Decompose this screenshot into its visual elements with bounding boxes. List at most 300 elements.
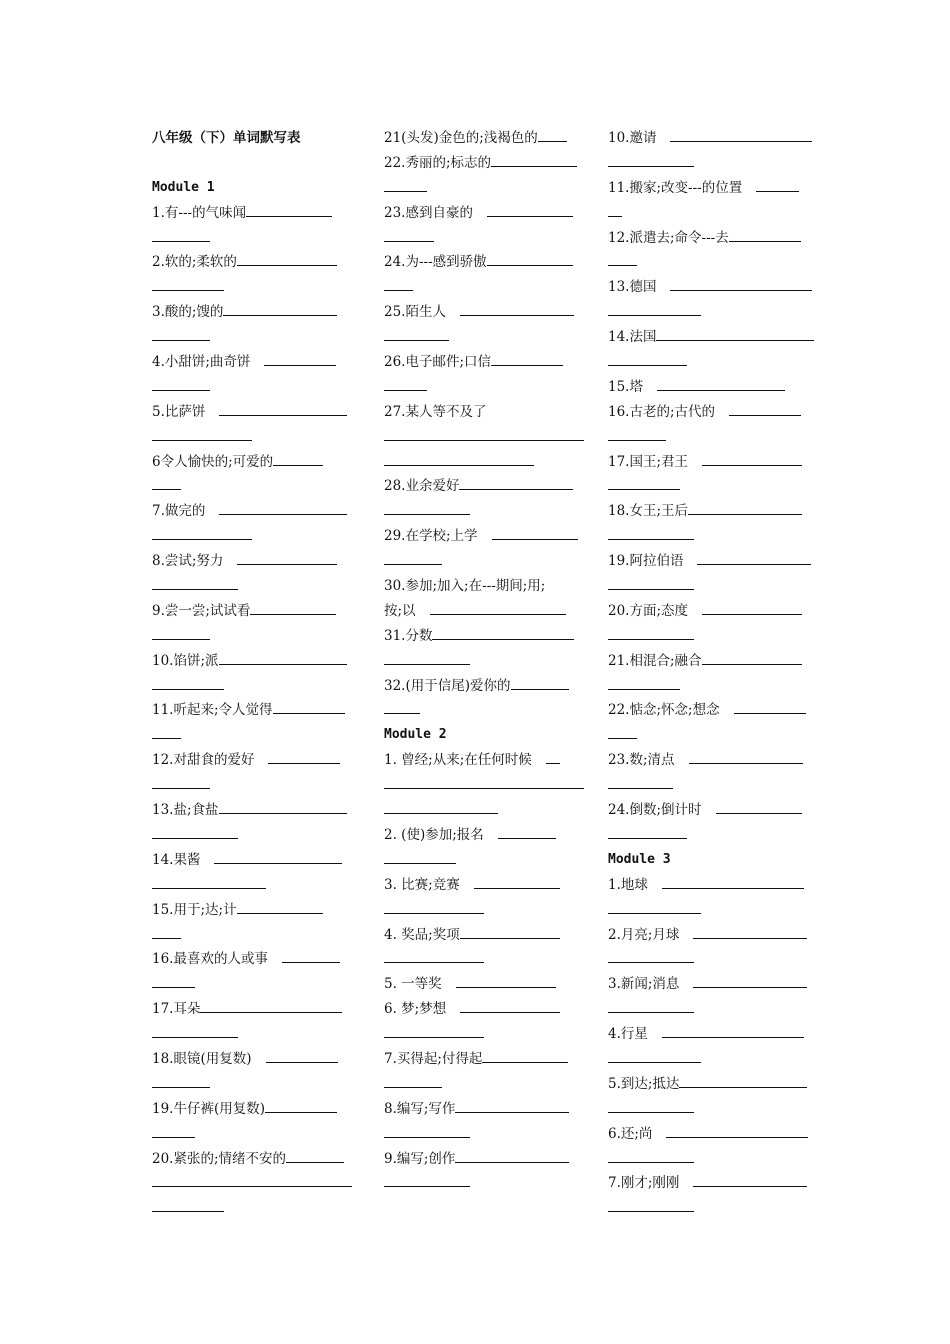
answer-blank[interactable] [152, 275, 224, 291]
vocab-line [152, 898, 358, 923]
vocab-line [384, 450, 588, 475]
answer-blank[interactable] [702, 599, 802, 615]
answer-blank[interactable] [608, 201, 622, 217]
vocab-prompt: 12.对甜食的爱好 [152, 752, 255, 769]
vocab-line [152, 574, 358, 599]
answer-blank[interactable] [608, 723, 637, 739]
answer-blank[interactable] [460, 300, 574, 316]
vocab-line [384, 773, 588, 798]
answer-blank[interactable] [697, 549, 811, 565]
vocab-line [152, 350, 358, 375]
vocab-prompt: 18.眼镜(用复数) [152, 1050, 252, 1067]
answer-blank[interactable] [608, 898, 701, 914]
vocab-prompt: 27.某人等不及了 [384, 403, 487, 420]
answer-blank[interactable] [219, 649, 347, 665]
vocab-line [384, 375, 588, 400]
answer-blank[interactable] [460, 997, 560, 1013]
vocab-line [608, 1047, 820, 1072]
answer-blank[interactable] [491, 350, 563, 366]
vocab-line [152, 997, 358, 1022]
answer-blank[interactable] [716, 798, 802, 814]
vocab-line [384, 1022, 588, 1047]
answer-blank[interactable] [152, 723, 181, 739]
vocab-prompt: Module 2 [384, 727, 447, 743]
vocab-line [152, 300, 358, 325]
text-line [152, 151, 358, 176]
vocab-line [384, 624, 588, 649]
vocab-line [608, 151, 820, 176]
answer-blank[interactable] [546, 748, 560, 764]
answer-blank[interactable] [152, 674, 224, 690]
answer-blank[interactable] [286, 1147, 344, 1163]
answer-blank[interactable] [152, 574, 238, 590]
vocab-line [152, 450, 358, 475]
answer-blank[interactable] [384, 649, 470, 665]
vocab-line [608, 176, 820, 201]
answer-blank[interactable] [264, 350, 336, 366]
page-title [152, 126, 358, 151]
answer-blank[interactable] [384, 773, 584, 789]
vocab-prompt: 7.刚才;刚刚 [608, 1175, 680, 1192]
vocab-prompt: Module 1 [152, 179, 215, 195]
vocab-prompt: 5.到达;抵达 [608, 1075, 680, 1092]
vocab-line [152, 1097, 358, 1122]
answer-blank[interactable] [608, 1147, 694, 1163]
answer-blank[interactable] [384, 549, 442, 565]
vocab-line [608, 1196, 820, 1221]
answer-blank[interactable] [608, 250, 637, 266]
vocab-prompt: 15.塔 [608, 378, 643, 395]
answer-blank[interactable] [670, 275, 812, 291]
answer-blank[interactable] [688, 499, 802, 515]
answer-blank[interactable] [214, 848, 342, 864]
answer-blank[interactable] [756, 176, 799, 192]
answer-blank[interactable] [384, 947, 484, 963]
vocab-prompt: 23.数;清点 [608, 752, 675, 769]
vocab-line [608, 723, 820, 748]
answer-blank[interactable] [384, 450, 534, 466]
answer-blank[interactable] [455, 1097, 569, 1113]
answer-blank[interactable] [608, 151, 694, 167]
answer-blank[interactable] [656, 325, 814, 341]
answer-blank[interactable] [689, 748, 803, 764]
answer-blank[interactable] [702, 450, 802, 466]
vocab-line [152, 723, 358, 748]
vocab-line [384, 798, 588, 823]
answer-blank[interactable] [250, 599, 336, 615]
answer-blank[interactable] [491, 151, 577, 167]
vocab-line [608, 674, 820, 699]
answer-blank[interactable] [608, 350, 687, 366]
vocab-line [384, 599, 588, 624]
vocab-prompt: 23.感到自豪的 [384, 204, 473, 221]
vocab-line [152, 549, 358, 574]
vocab-prompt: 15.用于;达;计 [152, 901, 237, 918]
vocab-prompt: 14.果酱 [152, 851, 201, 868]
answer-blank[interactable] [384, 325, 449, 341]
vocab-line [608, 300, 820, 325]
answer-blank[interactable] [459, 474, 573, 490]
vocab-prompt: 24.倒数;倒计时 [608, 802, 702, 819]
vocab-line [608, 350, 820, 375]
answer-blank[interactable] [219, 499, 347, 515]
vocab-prompt: 20.紧张的;情绪不安的 [152, 1150, 287, 1167]
answer-blank[interactable] [384, 499, 470, 515]
vocab-line [152, 1147, 358, 1172]
vocab-line [384, 176, 588, 201]
answer-blank[interactable] [273, 450, 323, 466]
vocab-line [608, 1097, 820, 1122]
vocab-line [152, 823, 358, 848]
vocab-line [384, 947, 588, 972]
vocab-line [152, 1171, 358, 1196]
vocab-prompt: 3.酸的;馊的 [152, 304, 224, 321]
vocab-line [152, 1072, 358, 1097]
vocab-line [608, 997, 820, 1022]
answer-blank[interactable] [430, 599, 566, 615]
answer-blank[interactable] [608, 674, 680, 690]
answer-blank[interactable] [237, 250, 337, 266]
answer-blank[interactable] [657, 375, 785, 391]
answer-blank[interactable] [608, 624, 694, 640]
vocab-line [152, 524, 358, 549]
answer-blank[interactable] [670, 126, 812, 142]
vocab-prompt: 八年级（下）单词默写表 [152, 130, 301, 146]
vocab-prompt: 10.馅饼;派 [152, 652, 219, 669]
vocab-line [608, 524, 820, 549]
module-heading [608, 848, 820, 873]
answer-blank[interactable] [432, 624, 574, 640]
vocab-prompt: 32.(用于信尾)爱你的 [384, 677, 511, 694]
answer-blank[interactable] [666, 1122, 808, 1138]
vocab-line [608, 873, 820, 898]
vocab-prompt: 29.在学校;上学 [384, 528, 478, 545]
vocab-prompt: 按;以 [384, 602, 416, 619]
answer-blank[interactable] [702, 649, 802, 665]
vocab-line [152, 1122, 358, 1147]
vocab-line [152, 400, 358, 425]
answer-blank[interactable] [152, 923, 181, 939]
vocab-line [384, 674, 588, 699]
vocab-line [608, 549, 820, 574]
vocab-line [608, 898, 820, 923]
vocab-prompt: 20.方面;态度 [608, 602, 689, 619]
vocab-line [608, 226, 820, 251]
answer-blank[interactable] [498, 823, 556, 839]
answer-blank[interactable] [608, 574, 694, 590]
answer-blank[interactable] [246, 201, 332, 217]
answer-blank[interactable] [492, 524, 578, 540]
answer-blank[interactable] [282, 947, 340, 963]
answer-blank[interactable] [384, 1122, 470, 1138]
vocab-line [152, 748, 358, 773]
vocab-prompt: 19.阿拉伯语 [608, 553, 684, 570]
answer-blank[interactable] [152, 425, 252, 441]
vocab-line [608, 325, 820, 350]
vocab-line [384, 873, 588, 898]
vocab-line [152, 375, 358, 400]
vocab-line [152, 698, 358, 723]
column-left [152, 126, 358, 1221]
answer-blank[interactable] [734, 698, 806, 714]
vocab-line [152, 947, 358, 972]
vocab-prompt: 28.业余爱好 [384, 478, 460, 495]
module-heading [384, 723, 588, 748]
answer-blank[interactable] [693, 972, 807, 988]
answer-blank[interactable] [456, 972, 556, 988]
vocab-line [384, 1097, 588, 1122]
answer-blank[interactable] [608, 1047, 701, 1063]
answer-blank[interactable] [268, 748, 340, 764]
vocab-prompt: 2.月亮;月球 [608, 926, 680, 943]
vocab-line [384, 350, 588, 375]
answer-blank[interactable] [608, 474, 680, 490]
vocab-line [608, 947, 820, 972]
vocab-line [384, 923, 588, 948]
answer-blank[interactable] [152, 823, 238, 839]
answer-blank[interactable] [384, 1022, 484, 1038]
vocab-line [384, 474, 588, 499]
vocab-line [608, 126, 820, 151]
vocab-line [608, 1147, 820, 1172]
vocab-line [384, 649, 588, 674]
vocab-prompt: 1.地球 [608, 876, 648, 893]
vocab-line [608, 375, 820, 400]
vocab-line [384, 425, 588, 450]
vocab-line [384, 972, 588, 997]
answer-blank[interactable] [152, 375, 210, 391]
answer-blank[interactable] [384, 226, 434, 242]
answer-blank[interactable] [152, 524, 252, 540]
vocab-line [152, 1022, 358, 1047]
vocab-prompt: 19.牛仔裤(用复数) [152, 1100, 266, 1117]
answer-blank[interactable] [608, 524, 694, 540]
vocab-prompt: 5. 一等奖 [384, 976, 442, 993]
answer-blank[interactable] [152, 873, 266, 889]
answer-blank[interactable] [487, 201, 573, 217]
vocab-prompt: 12.派遣去;命令---去 [608, 229, 729, 246]
vocab-prompt: 2.软的;柔软的 [152, 254, 237, 271]
vocab-prompt: 9.编写;创作 [384, 1150, 456, 1167]
answer-blank[interactable] [152, 972, 195, 988]
vocab-prompt: 7.买得起;付得起 [384, 1050, 483, 1067]
answer-blank[interactable] [662, 1022, 804, 1038]
vocab-line [608, 450, 820, 475]
vocab-line [384, 201, 588, 226]
vocab-line [384, 275, 588, 300]
vocab-line [608, 474, 820, 499]
vocab-line [384, 250, 588, 275]
vocab-line [608, 773, 820, 798]
vocab-line [384, 499, 588, 524]
vocab-line [384, 1122, 588, 1147]
answer-blank[interactable] [200, 997, 342, 1013]
vocab-line [152, 923, 358, 948]
vocab-prompt: 3. 比赛;竞赛 [384, 876, 460, 893]
vocab-prompt: 30.参加;加入;在---期间;用; [384, 578, 546, 595]
answer-blank[interactable] [152, 1072, 210, 1088]
vocab-line [608, 425, 820, 450]
vocab-prompt: 4.行星 [608, 1026, 648, 1043]
answer-blank[interactable] [152, 226, 210, 242]
answer-blank[interactable] [608, 997, 694, 1013]
vocab-line [152, 674, 358, 699]
answer-blank[interactable] [729, 400, 801, 416]
vocab-prompt: 2. (使)参加;报名 [384, 826, 484, 843]
answer-blank[interactable] [608, 1097, 694, 1113]
answer-blank[interactable] [384, 848, 456, 864]
answer-blank[interactable] [608, 773, 673, 789]
vocab-line [608, 275, 820, 300]
vocab-line [384, 226, 588, 251]
vocab-prompt: 8.尝试;努力 [152, 553, 224, 570]
answer-blank[interactable] [237, 898, 323, 914]
vocab-line [384, 823, 588, 848]
answer-blank[interactable] [482, 1047, 568, 1063]
answer-blank[interactable] [608, 1196, 694, 1212]
vocab-prompt: 3.新闻;消息 [608, 976, 680, 993]
answer-blank[interactable] [693, 1171, 807, 1187]
answer-blank[interactable] [455, 1147, 569, 1163]
vocab-prompt: Module 3 [608, 851, 671, 867]
vocab-line [152, 1196, 358, 1221]
vocab-line [608, 748, 820, 773]
vocab-line [152, 499, 358, 524]
answer-blank[interactable] [152, 1196, 224, 1212]
vocab-prompt: 11.搬家;改变---的位置 [608, 179, 743, 196]
vocab-line [152, 773, 358, 798]
vocab-prompt: 6令人愉快的;可爱的 [152, 453, 274, 470]
answer-blank[interactable] [693, 923, 807, 939]
vocab-prompt: 22.惦念;怀念;想念 [608, 702, 720, 719]
module-heading [152, 176, 358, 201]
vocab-prompt: 22.秀丽的;标志的 [384, 154, 492, 171]
answer-blank[interactable] [384, 698, 420, 714]
answer-blank[interactable] [474, 873, 560, 889]
vocab-line [608, 201, 820, 226]
column-middle [384, 126, 588, 1196]
answer-blank[interactable] [384, 375, 427, 391]
vocab-line [384, 524, 588, 549]
vocab-prompt: 21.相混合;融合 [608, 652, 702, 669]
answer-blank[interactable] [608, 425, 666, 441]
answer-blank[interactable] [662, 873, 804, 889]
answer-blank[interactable] [384, 798, 498, 814]
vocab-line [384, 1171, 588, 1196]
answer-blank[interactable] [219, 400, 347, 416]
answer-blank[interactable] [679, 1072, 807, 1088]
answer-blank[interactable] [152, 1022, 238, 1038]
vocab-line [608, 972, 820, 997]
answer-blank[interactable] [487, 250, 573, 266]
vocab-line [608, 698, 820, 723]
vocab-prompt: 25.陌生人 [384, 304, 446, 321]
vocab-line [384, 898, 588, 923]
vocab-line [152, 649, 358, 674]
answer-blank[interactable] [384, 1072, 442, 1088]
vocab-line [152, 275, 358, 300]
vocab-line [384, 698, 588, 723]
answer-blank[interactable] [384, 1171, 470, 1187]
vocab-line [608, 400, 820, 425]
answer-blank[interactable] [237, 549, 337, 565]
answer-blank[interactable] [266, 1047, 338, 1063]
answer-blank[interactable] [608, 823, 687, 839]
answer-blank[interactable] [460, 923, 560, 939]
vocab-line [608, 798, 820, 823]
vocab-prompt: 9.尝一尝;试试看 [152, 602, 251, 619]
vocab-line [384, 300, 588, 325]
answer-blank[interactable] [152, 773, 210, 789]
vocab-line [608, 250, 820, 275]
text-line [384, 400, 588, 425]
vocab-line [608, 624, 820, 649]
vocab-prompt: 16.最喜欢的人或事 [152, 951, 268, 968]
vocab-line [152, 325, 358, 350]
vocab-line [384, 1147, 588, 1172]
vocab-line [152, 972, 358, 997]
answer-blank[interactable] [538, 126, 567, 142]
vocab-prompt: 6. 梦;梦想 [384, 1001, 447, 1018]
answer-blank[interactable] [384, 176, 427, 192]
answer-blank[interactable] [511, 674, 569, 690]
answer-blank[interactable] [729, 226, 801, 242]
vocab-line [608, 1171, 820, 1196]
vocab-prompt: 17.国王;君王 [608, 453, 689, 470]
vocab-line [152, 425, 358, 450]
vocab-line [384, 325, 588, 350]
vocab-line [152, 226, 358, 251]
answer-blank[interactable] [608, 947, 694, 963]
vocab-line [152, 599, 358, 624]
vocab-line [608, 923, 820, 948]
vocab-line [384, 151, 588, 176]
answer-blank[interactable] [384, 425, 584, 441]
answer-blank[interactable] [265, 1097, 337, 1113]
answer-blank[interactable] [384, 275, 413, 291]
answer-blank[interactable] [608, 300, 701, 316]
vocab-line [152, 798, 358, 823]
answer-blank[interactable] [219, 798, 347, 814]
vocab-line [384, 549, 588, 574]
vocab-line [152, 474, 358, 499]
vocab-prompt: 24.为---感到骄傲 [384, 254, 487, 271]
vocab-line [152, 201, 358, 226]
vocab-line [608, 1022, 820, 1047]
vocab-prompt: 4. 奖品;奖项 [384, 926, 460, 943]
answer-blank[interactable] [273, 698, 345, 714]
answer-blank[interactable] [152, 624, 210, 640]
answer-blank[interactable] [152, 1171, 352, 1187]
answer-blank[interactable] [152, 1122, 195, 1138]
vocab-prompt: 6.还;尚 [608, 1125, 653, 1142]
answer-blank[interactable] [152, 325, 210, 341]
vocab-prompt: 8.编写;写作 [384, 1100, 456, 1117]
vocab-line [152, 250, 358, 275]
answer-blank[interactable] [223, 300, 337, 316]
vocab-prompt: 13.盐;食盐 [152, 802, 219, 819]
vocab-line [384, 1047, 588, 1072]
vocab-prompt: 31.分数 [384, 627, 433, 644]
vocab-prompt: 7.做完的 [152, 503, 206, 520]
answer-blank[interactable] [152, 474, 181, 490]
vocab-prompt: 13.德国 [608, 279, 657, 296]
vocab-line [152, 873, 358, 898]
vocab-prompt: 4.小甜饼;曲奇饼 [152, 354, 251, 371]
vocab-prompt: 5.比萨饼 [152, 403, 206, 420]
answer-blank[interactable] [384, 898, 484, 914]
vocab-prompt: 10.邀请 [608, 130, 657, 146]
